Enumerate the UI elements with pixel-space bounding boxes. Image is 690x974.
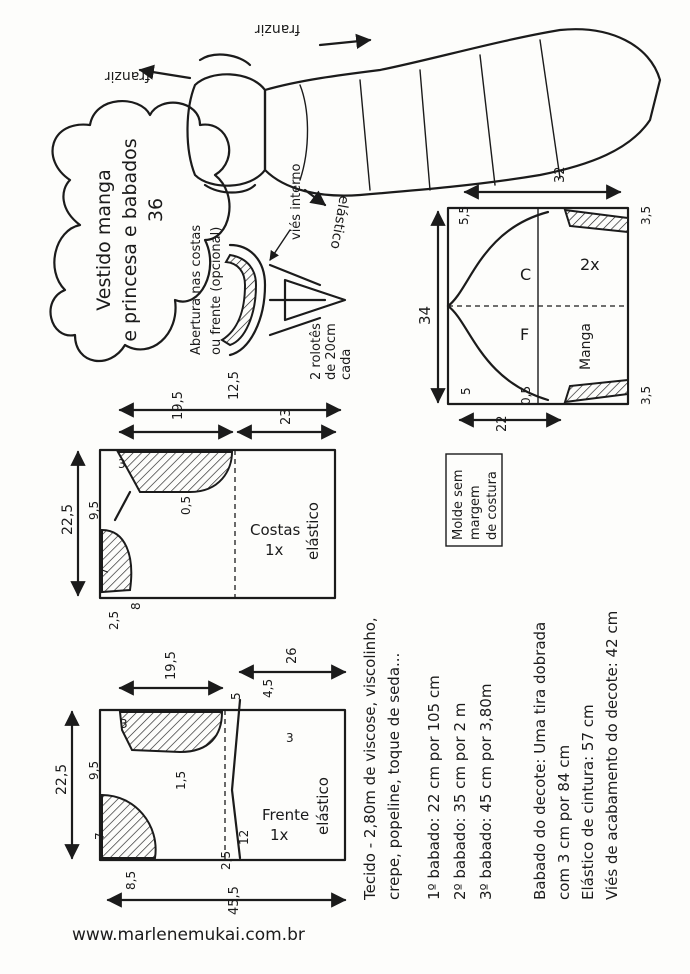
neck-ruffle-line2: com 3 cm por 84 cm [555,744,573,900]
back-m-05: 0,5 [179,495,193,515]
back-m-8: 8 [129,602,143,610]
sleeve-height: 32 [553,166,568,183]
sleeve-name-label: Manga [578,323,594,370]
front-m-455: 45,5 [227,886,242,915]
sleeve-pattern [416,166,653,432]
neck-ruffle-line1: Babado do decote: Uma tira dobrada [531,621,549,900]
sleeve-m-05: 0,5 [519,385,533,405]
ruffle-line3: 3º babado: 45 cm por 3,80m [477,683,495,900]
waist-elastic-line: Elástico de cintura: 57 cm [579,704,597,900]
back-pattern [60,371,340,630]
front-elastic: elástico [314,777,332,835]
elastico-dress-label: elástico [326,194,352,251]
franzir-top-label: franzir [254,21,300,37]
rolotes-line2: de 20cm [324,323,339,380]
front-qty: 1x [270,826,289,844]
rolotes-line1: 2 rolotês [309,323,324,380]
back-m-125: 12,5 [227,371,242,400]
front-m-3a: 3 [120,717,128,731]
back-m-23: 23 [279,408,294,425]
notes-block [361,611,621,901]
sleeve-m-55: 5,5 [457,205,471,225]
front-m-95: 9,5 [87,760,101,780]
franzir-left-label: franzir [104,68,150,84]
front-m-195: 19,5 [164,651,179,680]
fabric-line2: crepe, popeline, toque de seda... [385,652,403,900]
front-m-5: 5 [229,692,243,700]
back-m-195: 19,5 [171,391,186,420]
sleeve-width: 34 [416,305,434,325]
back-name: Costas [250,521,301,539]
back-m-95: 9,5 [87,500,101,520]
sleeve-qty-label: 2x [580,255,600,274]
sleeve-c-label: C [520,265,532,284]
front-m-85: 8,5 [124,870,138,890]
opening-label: Abertura nas costas [189,224,204,355]
back-elastic: elástico [304,502,322,560]
front-m-12: 12 [237,829,251,845]
sleeve-m-35-top: 3,5 [639,205,653,225]
title-size: 36 [145,197,167,223]
back-m-225: 22,5 [60,503,76,535]
front-pattern [54,647,345,915]
no-seam-note [446,454,502,546]
front-m-225: 22,5 [54,763,70,795]
sleeve-m-22: 22 [495,415,510,432]
sleeve-f-label: F [520,325,530,344]
website: www.marlenemukai.com.br [72,925,305,945]
title-line2: e princesa e babados [119,138,141,342]
opening-optional-label: ou frente (opcional) [209,226,224,355]
vies-interno-label: viés interno [289,163,304,240]
sleeve-m-5: 5 [459,387,473,395]
title-line1: Vestido manga [93,169,115,311]
back-m-25: 2,5 [107,610,121,630]
front-m-15: 1,5 [174,770,188,790]
rolotes-line3: cada [339,348,354,380]
ruffle-line1: 1º babado: 22 cm por 105 cm [425,675,443,900]
neck-bias-line: Viés de acabamento do decote: 42 cm [603,610,621,900]
front-m-3b: 3 [286,731,294,745]
no-seam-line1: Molde sem [451,469,466,540]
front-m-26: 26 [285,647,300,664]
no-seam-line2: margem [468,485,483,540]
front-m-25: 2,5 [219,850,233,870]
back-qty: 1x [265,541,284,559]
sleeve-m-35-bottom: 3,5 [639,385,653,405]
back-m-3: 3 [118,457,126,471]
front-name: Frente [262,806,310,824]
front-m-7: 7 [93,832,107,840]
no-seam-line3: de costura [485,471,500,540]
back-m-7: 7 [97,567,111,575]
ruffle-line2: 2º babado: 35 cm por 2 m [451,702,469,900]
fabric-line1: Tecido - 2,80m de viscose, viscolinho, [361,617,379,900]
front-m-45: 4,5 [261,678,275,698]
